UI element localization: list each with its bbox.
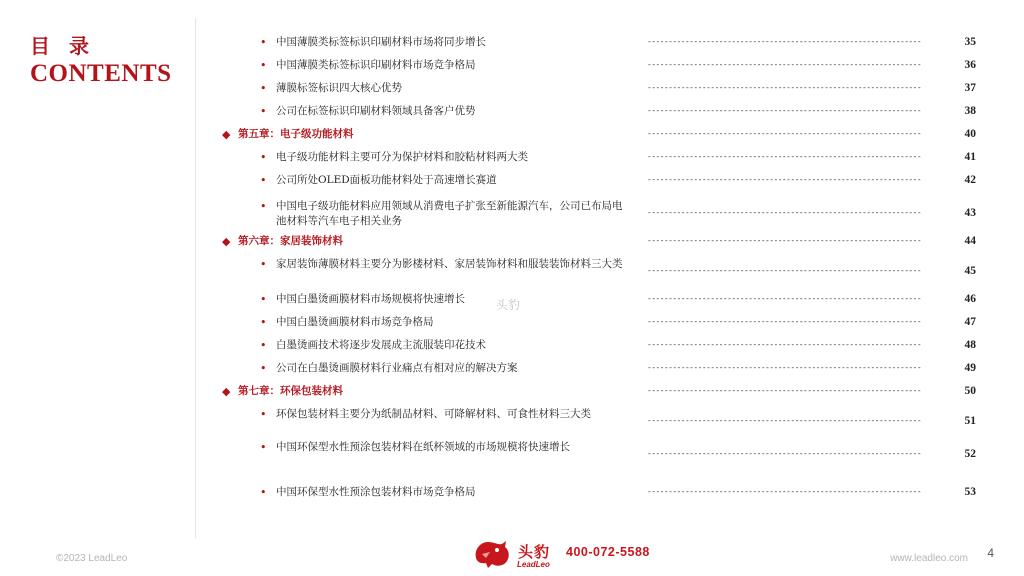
toc-entry-text: 白墨烫画技术将逐步发展成主流服装印花技术 — [276, 339, 486, 351]
dot-bullet-icon: • — [260, 441, 267, 454]
toc-entry-text: 公司在白墨烫画膜材料行业痛点有相对应的解决方案 — [276, 362, 518, 374]
diamond-bullet-icon: ◆ — [222, 385, 231, 398]
toc-entry-text: 中国电子级功能材料应用领域从消费电子扩张至新能源汽车，公司已布局电池材料等汽车电子相关业务 — [276, 200, 623, 227]
dot-bullet-icon: • — [260, 200, 267, 213]
toc-page-number: 45 — [964, 265, 976, 277]
toc-entry-text: 中国薄膜类标签标识印刷材料市场将同步增长 — [276, 36, 486, 48]
dot-bullet-icon: • — [260, 362, 267, 375]
toc-leader-dots: ----------------------------------------------------------------- — [647, 316, 922, 326]
toc-item[interactable] — [222, 315, 982, 330]
toc-page-number: 41 — [964, 150, 976, 163]
dot-bullet-icon: • — [260, 486, 267, 499]
toc-entry-text: 第七章：环保包装材料 — [238, 385, 343, 397]
toc-entry-text: 电子级功能材料主要可分为保护材料和胶粘材料两大类 — [276, 151, 528, 163]
toc-item[interactable] — [222, 58, 982, 73]
toc-entry-text: 家居装饰薄膜材料主要分为影楼材料、家居装饰材料和服装装饰材料三大类 — [276, 258, 623, 270]
toc-leader-dots: ----------------------------------------------------------------- — [647, 174, 922, 184]
toc-leader-dots: ----------------------------------------------------------------- — [647, 362, 922, 372]
toc-leader-dots: ----------------------------------------------------------------- — [647, 339, 922, 349]
dot-bullet-icon: • — [260, 408, 267, 421]
toc-item[interactable] — [222, 485, 982, 500]
toc-page-number: 49 — [964, 361, 976, 374]
toc-item[interactable] — [222, 199, 982, 229]
toc-page-number: 52 — [964, 448, 976, 460]
toc-entry-text: 中国白墨烫画膜材料市场规模将快速增长 — [276, 293, 465, 305]
dot-bullet-icon: • — [260, 59, 267, 72]
toc-entry-text: 环保包装材料主要分为纸制品材料、可降解材料、可食性材料三大类 — [276, 408, 591, 420]
toc-page-number: 48 — [964, 338, 976, 351]
toc-entry-text: 薄膜标签标识四大核心优势 — [276, 82, 402, 94]
toc-leader-dots: ----------------------------------------------------------------- — [647, 416, 922, 425]
dot-bullet-icon: • — [260, 82, 267, 95]
toc-entry-text: 中国环保型水性预涂包装材料在纸杯领域的市场规模将快速增长 — [276, 441, 570, 453]
toc-page-number: 42 — [964, 173, 976, 186]
toc-leader-dots: ----------------------------------------------------------------- — [647, 36, 922, 46]
toc-entry-text: 公司所处OLED面板功能材料处于高速增长赛道 — [276, 174, 497, 186]
toc-item[interactable] — [222, 292, 982, 307]
toc-entry-text: 第六章：家居装饰材料 — [238, 235, 343, 247]
toc-page-number: 53 — [964, 485, 976, 498]
toc-leader-dots: ----------------------------------------------------------------- — [647, 385, 922, 395]
toc-chapter[interactable] — [222, 127, 982, 142]
toc-item[interactable] — [222, 173, 982, 188]
toc-item[interactable] — [222, 81, 982, 96]
toc-entry-text: 中国薄膜类标签标识印刷材料市场竞争格局 — [276, 59, 476, 71]
toc-page-number: 46 — [964, 292, 976, 305]
toc-page-number: 43 — [964, 207, 976, 219]
toc-title-cn: 目 录 — [30, 34, 95, 58]
toc-leader-dots: ----------------------------------------------------------------- — [647, 82, 922, 92]
page-number: 4 — [987, 546, 994, 560]
toc-item[interactable] — [222, 440, 982, 470]
toc-entry-text: 公司在标签标识印刷材料领域具备客户优势 — [276, 105, 476, 117]
website-text: www.leadleo.com — [890, 553, 968, 564]
toc-page-number: 47 — [964, 315, 976, 328]
brand-name: 头豹 — [518, 543, 551, 561]
toc-page-number: 44 — [964, 234, 976, 247]
toc-entry-text: 中国白墨烫画膜材料市场竞争格局 — [276, 316, 434, 328]
toc-item[interactable] — [222, 257, 982, 287]
toc-heading — [30, 33, 172, 89]
toc-item[interactable] — [222, 338, 982, 353]
toc-chapter[interactable] — [222, 384, 982, 399]
toc-leader-dots: ----------------------------------------------------------------- — [647, 208, 922, 217]
brand-sub: LeadLeo — [517, 560, 550, 569]
toc-leader-dots: ----------------------------------------------------------------- — [647, 293, 922, 303]
toc-leader-dots: ----------------------------------------------------------------- — [647, 59, 922, 69]
toc-leader-dots: ----------------------------------------------------------------- — [647, 151, 922, 161]
toc-page-number: 50 — [964, 384, 976, 397]
toc-entry-text: 第五章：电子级功能材料 — [238, 128, 354, 140]
toc-title-en: CONTENTS — [30, 60, 172, 87]
toc-leader-dots: ----------------------------------------------------------------- — [647, 486, 922, 496]
toc-leader-dots: ----------------------------------------------------------------- — [647, 128, 922, 138]
dot-bullet-icon: • — [260, 105, 267, 118]
toc-page-number: 38 — [964, 104, 976, 117]
dot-bullet-icon: • — [260, 293, 267, 306]
toc-page-number: 37 — [964, 81, 976, 94]
toc-page-number: 36 — [964, 58, 976, 71]
toc-item[interactable] — [222, 35, 982, 50]
dot-bullet-icon: • — [260, 316, 267, 329]
toc-page-number: 51 — [964, 415, 976, 427]
diamond-bullet-icon: ◆ — [222, 128, 231, 141]
copyright-text: ©2023 LeadLeo — [56, 553, 128, 564]
diamond-bullet-icon: ◆ — [222, 235, 231, 248]
toc-page-number: 40 — [964, 127, 976, 140]
dot-bullet-icon: • — [260, 151, 267, 164]
watermark: 头豹 — [496, 298, 521, 312]
phone-number: 400-072-5588 — [566, 545, 650, 559]
toc-item[interactable] — [222, 407, 982, 437]
toc-item[interactable] — [222, 361, 982, 376]
dot-bullet-icon: • — [260, 339, 267, 352]
toc-leader-dots: ----------------------------------------------------------------- — [647, 235, 922, 245]
toc-leader-dots: ----------------------------------------------------------------- — [647, 266, 922, 275]
dot-bullet-icon: • — [260, 36, 267, 49]
vertical-divider — [195, 18, 196, 538]
toc-item[interactable] — [222, 104, 982, 119]
toc-leader-dots: ----------------------------------------------------------------- — [647, 105, 922, 115]
dot-bullet-icon: • — [260, 258, 267, 271]
toc-entry-text: 中国环保型水性预涂包装材料市场竞争格局 — [276, 486, 476, 498]
dot-bullet-icon: • — [260, 174, 267, 187]
toc-page-number: 35 — [964, 35, 976, 48]
toc-item[interactable] — [222, 150, 982, 165]
toc-chapter[interactable] — [222, 234, 982, 249]
toc-leader-dots: ----------------------------------------------------------------- — [647, 449, 922, 458]
